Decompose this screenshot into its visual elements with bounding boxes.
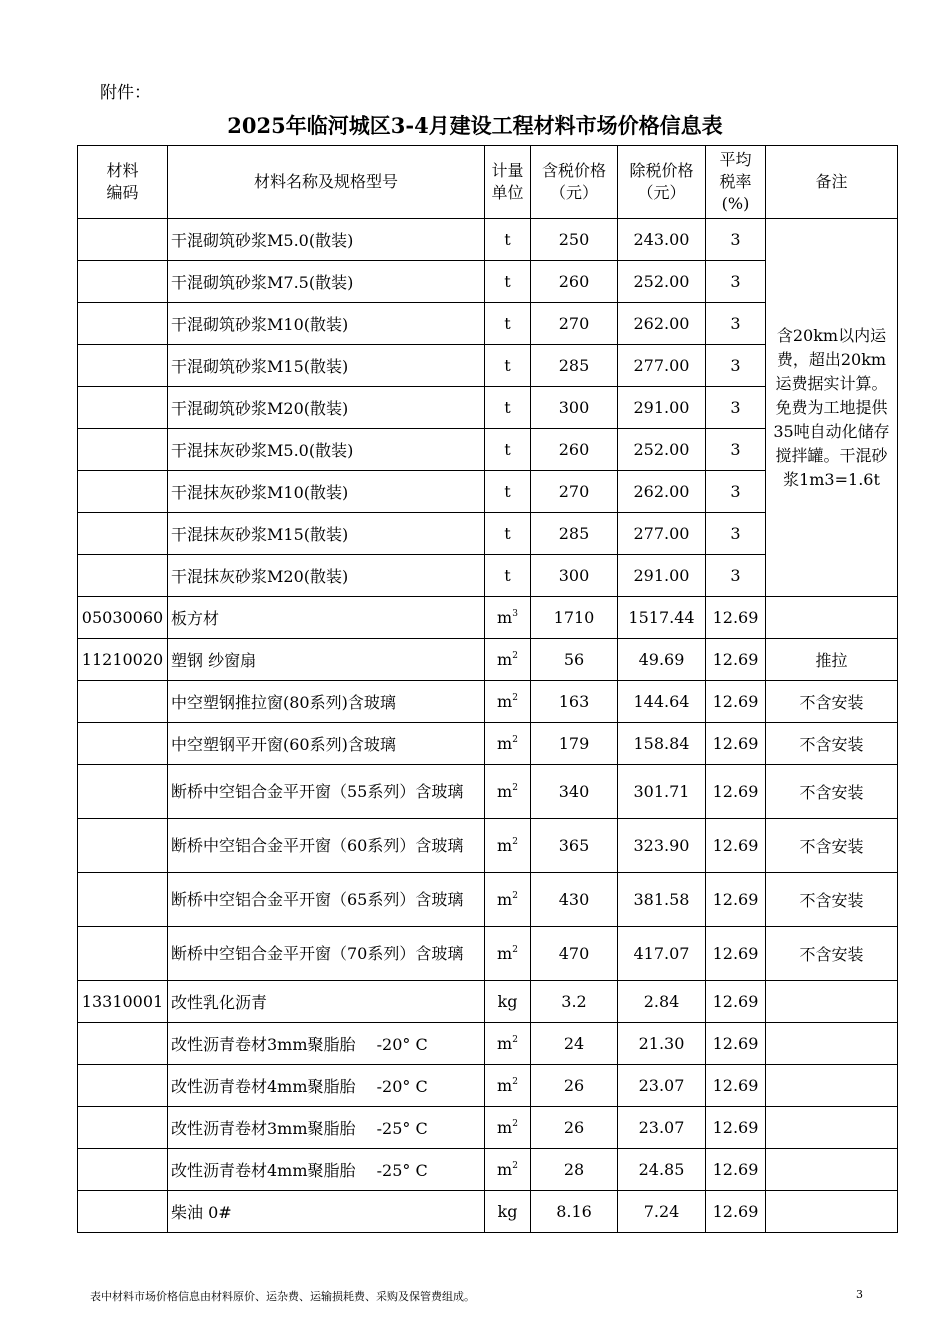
cell-name: 干混砌筑砂浆M20(散装) [168,387,485,429]
header-row [78,146,898,219]
cell-name: 干混砌筑砂浆M7.5(散装) [168,261,485,303]
table-row [78,1149,898,1191]
cell-code [78,555,168,597]
cell-tax-rate: 3 [706,261,766,303]
unit-text: m [497,734,513,753]
cell-price-tax: 3.2 [531,981,618,1023]
cell-tax-rate: 3 [706,429,766,471]
cell-unit [485,303,531,345]
cell-price-notax: 21.30 [618,1023,706,1065]
unit-text: m [497,608,513,627]
cell-price-notax: 301.71 [618,765,706,819]
unit-exponent: 2 [512,783,518,793]
unit-text: t [504,482,511,501]
unit-text: m [497,1034,513,1053]
table-row [78,1023,898,1065]
cell-price-tax: 163 [531,681,618,723]
cell-price-notax: 323.90 [618,819,706,873]
cell-unit [485,1191,531,1233]
cell-price-tax: 300 [531,555,618,597]
cell-remark [766,981,898,1023]
cell-remark [766,597,898,639]
table-row [78,1107,898,1149]
unit-text: kg [497,1202,518,1221]
cell-name: 中空塑钢推拉窗(80系列)含玻璃 [168,681,485,723]
cell-price-notax: 23.07 [618,1107,706,1149]
cell-price-tax: 340 [531,765,618,819]
unit-exponent: 2 [512,945,518,955]
cell-name: 改性沥青卷材4mm聚脂胎 -25° C [168,1149,485,1191]
cell-name: 断桥中空铝合金平开窗（65系列）含玻璃 [168,873,485,927]
cell-tax-rate: 12.69 [706,981,766,1023]
unit-text: t [504,524,511,543]
cell-tax-rate: 12.69 [706,927,766,981]
table-row [78,1065,898,1107]
cell-unit [485,597,531,639]
table-row [78,723,898,765]
cell-unit [485,873,531,927]
unit-exponent: 2 [512,1035,518,1045]
cell-price-tax: 260 [531,261,618,303]
unit-exponent: 2 [512,837,518,847]
header-code: 材料 编码 [78,146,168,219]
cell-name: 干混抹灰砂浆M5.0(散装) [168,429,485,471]
cell-price-tax: 1710 [531,597,618,639]
cell-code [78,723,168,765]
unit-text: m [497,650,513,669]
cell-code [78,765,168,819]
footer-note: 表中材料市场价格信息由材料原价、运杂费、运输损耗费、采购及保管费组成。 [90,1290,475,1303]
unit-text: kg [497,992,518,1011]
unit-exponent: 2 [512,1077,518,1087]
unit-text: m [497,890,513,909]
cell-price-notax: 417.07 [618,927,706,981]
cell-price-tax: 26 [531,1107,618,1149]
unit-text: t [504,356,511,375]
table-row [78,219,898,261]
table-row [78,927,898,981]
cell-remark [766,1023,898,1065]
unit-exponent: 2 [512,1119,518,1129]
cell-name: 改性沥青卷材3mm聚脂胎 -20° C [168,1023,485,1065]
cell-remark: 不含安装 [766,765,898,819]
cell-remark [766,1149,898,1191]
merged-remark: 含20km以内运费，超出20km运费据实计算。免费为工地提供35吨自动化储存搅拌罐。干混砂浆1m3=1.6t [766,219,898,597]
cell-tax-rate: 3 [706,387,766,429]
unit-text: m [497,836,513,855]
cell-name: 断桥中空铝合金平开窗（60系列）含玻璃 [168,819,485,873]
cell-price-notax: 23.07 [618,1065,706,1107]
cell-unit [485,345,531,387]
cell-unit [485,819,531,873]
cell-unit [485,639,531,681]
header-price-tax: 含税价格 （元） [531,146,618,219]
cell-tax-rate: 12.69 [706,1107,766,1149]
cell-tax-rate: 12.69 [706,597,766,639]
unit-exponent: 2 [512,1161,518,1171]
cell-price-tax: 365 [531,819,618,873]
cell-name: 改性沥青卷材3mm聚脂胎 -25° C [168,1107,485,1149]
cell-code [78,681,168,723]
table-row [78,1191,898,1233]
unit-text: m [497,1076,513,1095]
unit-exponent: 2 [512,735,518,745]
cell-code: 05030060 [78,597,168,639]
unit-text: t [504,230,511,249]
cell-name: 干混抹灰砂浆M10(散装) [168,471,485,513]
table-row [78,981,898,1023]
cell-unit [485,261,531,303]
page-number: 3 [856,1288,863,1301]
cell-tax-rate: 12.69 [706,873,766,927]
cell-remark: 推拉 [766,639,898,681]
cell-code [78,1023,168,1065]
cell-price-notax: 1517.44 [618,597,706,639]
cell-price-notax: 277.00 [618,513,706,555]
cell-unit [485,681,531,723]
unit-text: m [497,1160,513,1179]
cell-tax-rate: 3 [706,345,766,387]
cell-tax-rate: 12.69 [706,1065,766,1107]
cell-code [78,261,168,303]
cell-price-tax: 285 [531,345,618,387]
cell-unit [485,765,531,819]
unit-text: m [497,1118,513,1137]
table-row [78,639,898,681]
cell-unit [485,1149,531,1191]
cell-remark: 不含安装 [766,927,898,981]
cell-code [78,345,168,387]
cell-unit [485,981,531,1023]
cell-price-tax: 300 [531,387,618,429]
cell-remark: 不含安装 [766,819,898,873]
cell-price-tax: 285 [531,513,618,555]
cell-name: 改性乳化沥青 [168,981,485,1023]
header-name: 材料名称及规格型号 [168,146,485,219]
cell-code [78,873,168,927]
cell-price-notax: 291.00 [618,555,706,597]
cell-code [78,1149,168,1191]
cell-price-tax: 260 [531,429,618,471]
cell-remark [766,1065,898,1107]
unit-exponent: 2 [512,693,518,703]
unit-text: t [504,314,511,333]
cell-code [78,513,168,555]
cell-tax-rate: 12.69 [706,1023,766,1065]
cell-price-notax: 7.24 [618,1191,706,1233]
cell-name: 塑钢 纱窗扇 [168,639,485,681]
cell-name: 干混砌筑砂浆M15(散装) [168,345,485,387]
cell-unit [485,219,531,261]
cell-name: 断桥中空铝合金平开窗（70系列）含玻璃 [168,927,485,981]
cell-price-tax: 179 [531,723,618,765]
cell-price-tax: 56 [531,639,618,681]
cell-price-tax: 250 [531,219,618,261]
cell-tax-rate: 3 [706,471,766,513]
cell-code [78,303,168,345]
price-table [77,145,898,1233]
cell-price-notax: 2.84 [618,981,706,1023]
cell-tax-rate: 3 [706,513,766,555]
cell-tax-rate: 12.69 [706,1149,766,1191]
cell-code [78,819,168,873]
cell-tax-rate: 3 [706,219,766,261]
cell-unit [485,1023,531,1065]
page-title: 2025年临河城区3-4月建设工程材料市场价格信息表 [227,113,723,138]
cell-tax-rate: 3 [706,555,766,597]
cell-price-tax: 470 [531,927,618,981]
cell-unit [485,429,531,471]
cell-code [78,387,168,429]
unit-text: m [497,944,513,963]
cell-name: 干混砌筑砂浆M5.0(散装) [168,219,485,261]
cell-price-notax: 262.00 [618,303,706,345]
unit-text: m [497,782,513,801]
unit-text: t [504,440,511,459]
cell-price-notax: 144.64 [618,681,706,723]
cell-unit [485,513,531,555]
cell-code: 11210020 [78,639,168,681]
cell-code [78,471,168,513]
cell-name: 断桥中空铝合金平开窗（55系列）含玻璃 [168,765,485,819]
table-row [78,597,898,639]
cell-tax-rate: 12.69 [706,765,766,819]
attachment-label: 附件： [100,83,151,103]
cell-name: 干混砌筑砂浆M10(散装) [168,303,485,345]
unit-exponent: 2 [512,651,518,661]
unit-exponent: 2 [512,891,518,901]
cell-remark [766,1191,898,1233]
unit-text: t [504,566,511,585]
cell-price-tax: 24 [531,1023,618,1065]
unit-text: t [504,272,511,291]
cell-price-tax: 8.16 [531,1191,618,1233]
cell-code [78,1065,168,1107]
cell-tax-rate: 12.69 [706,819,766,873]
table-row [78,765,898,819]
cell-price-tax: 270 [531,471,618,513]
cell-price-notax: 381.58 [618,873,706,927]
cell-code [78,219,168,261]
cell-code: 13310001 [78,981,168,1023]
header-price-notax: 除税价格 （元） [618,146,706,219]
cell-name: 中空塑钢平开窗(60系列)含玻璃 [168,723,485,765]
cell-price-tax: 26 [531,1065,618,1107]
unit-text: m [497,692,513,711]
header-remark: 备注 [766,146,898,219]
cell-price-tax: 28 [531,1149,618,1191]
cell-unit [485,555,531,597]
cell-tax-rate: 12.69 [706,1191,766,1233]
cell-tax-rate: 3 [706,303,766,345]
cell-unit [485,387,531,429]
cell-unit [485,927,531,981]
cell-price-tax: 270 [531,303,618,345]
cell-name: 柴油 0# [168,1191,485,1233]
cell-price-tax: 430 [531,873,618,927]
cell-unit [485,471,531,513]
cell-code [78,1107,168,1149]
cell-price-notax: 277.00 [618,345,706,387]
cell-tax-rate: 12.69 [706,639,766,681]
cell-tax-rate: 12.69 [706,723,766,765]
unit-text: t [504,398,511,417]
cell-tax-rate: 12.69 [706,681,766,723]
cell-code [78,927,168,981]
cell-code [78,1191,168,1233]
table-row [78,873,898,927]
cell-code [78,429,168,471]
cell-remark: 不含安装 [766,681,898,723]
cell-unit [485,1065,531,1107]
header-unit: 计量 单位 [485,146,531,219]
cell-remark: 不含安装 [766,723,898,765]
table-row [78,819,898,873]
cell-name: 改性沥青卷材4mm聚脂胎 -20° C [168,1065,485,1107]
cell-price-notax: 252.00 [618,261,706,303]
cell-price-notax: 24.85 [618,1149,706,1191]
cell-price-notax: 243.00 [618,219,706,261]
cell-price-notax: 291.00 [618,387,706,429]
header-tax-rate: 平均 税率 (%) [706,146,766,219]
cell-price-notax: 49.69 [618,639,706,681]
cell-price-notax: 158.84 [618,723,706,765]
cell-name: 干混抹灰砂浆M15(散装) [168,513,485,555]
cell-remark: 不含安装 [766,873,898,927]
cell-name: 板方材 [168,597,485,639]
cell-unit [485,723,531,765]
cell-name: 干混抹灰砂浆M20(散装) [168,555,485,597]
cell-price-notax: 252.00 [618,429,706,471]
unit-exponent: 3 [512,609,518,619]
cell-price-notax: 262.00 [618,471,706,513]
cell-unit [485,1107,531,1149]
cell-remark [766,1107,898,1149]
table-row [78,681,898,723]
